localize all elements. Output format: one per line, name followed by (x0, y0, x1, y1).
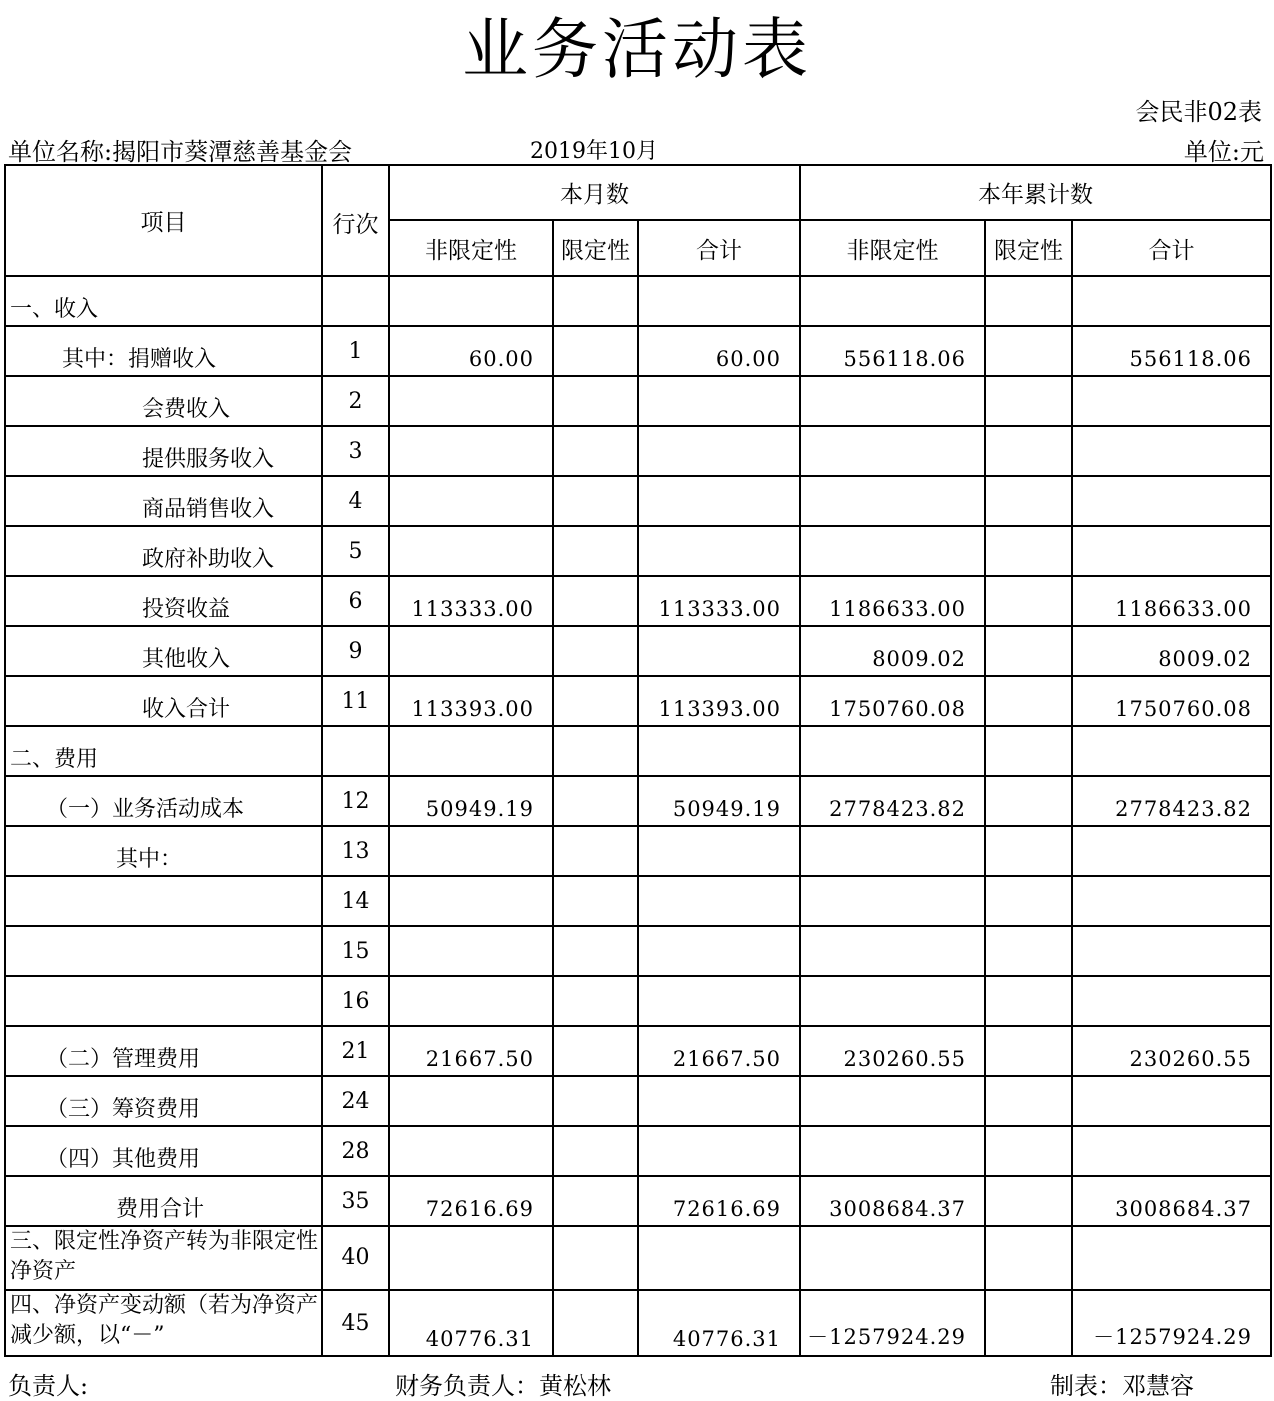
cell-y-u: 1750760.08 (800, 676, 985, 726)
cell-y-u: 8009.02 (800, 626, 985, 676)
cell-y-t (1072, 476, 1271, 526)
cell-m-u: 113333.00 (389, 576, 553, 626)
cell-y-t (1072, 726, 1271, 776)
finance-head: 财务负责人：黄松林 (395, 1372, 611, 1400)
cell-y-r (985, 926, 1072, 976)
cell-m-u (389, 926, 553, 976)
cell-m-t (638, 626, 800, 676)
row-line-number: 12 (322, 776, 389, 826)
row-item-label: 其他收入 (5, 626, 322, 676)
cell-y-r (985, 576, 1072, 626)
cell-y-t: 556118.06 (1072, 326, 1271, 376)
cell-y-u (800, 976, 985, 1026)
cell-m-t: 50949.19 (638, 776, 800, 826)
cell-m-t (638, 1126, 800, 1176)
cell-y-t (1072, 1076, 1271, 1126)
cell-m-r (553, 326, 638, 376)
cell-y-t (1072, 426, 1271, 476)
row-line-number: 14 (322, 876, 389, 926)
cell-y-t: 3008684.37 (1072, 1176, 1271, 1226)
cell-m-r (553, 1026, 638, 1076)
cell-m-t (638, 1076, 800, 1126)
cell-y-t (1072, 826, 1271, 876)
cell-m-r (553, 1076, 638, 1126)
cell-y-t: 1186633.00 (1072, 576, 1271, 626)
cell-y-t (1072, 276, 1271, 326)
table-row (5, 576, 1271, 626)
cell-m-r (553, 276, 638, 326)
table-row (5, 876, 1271, 926)
cell-y-t (1072, 1126, 1271, 1176)
cell-m-u (389, 276, 553, 326)
cell-m-u (389, 876, 553, 926)
cell-m-t: 40776.31 (638, 1290, 800, 1356)
cell-y-u (800, 526, 985, 576)
cell-y-u: 3008684.37 (800, 1176, 985, 1226)
cell-y-r (985, 376, 1072, 426)
table-row (5, 726, 1271, 776)
cell-m-t (638, 476, 800, 526)
cell-m-t: 72616.69 (638, 1176, 800, 1226)
cell-y-u (800, 476, 985, 526)
row-line-number: 5 (322, 526, 389, 576)
row-line-number: 3 (322, 426, 389, 476)
cell-m-u (389, 376, 553, 426)
table-row (5, 1176, 1271, 1226)
cell-m-r (553, 376, 638, 426)
row-line-number: 1 (322, 326, 389, 376)
cell-y-u (800, 926, 985, 976)
table-row (5, 926, 1271, 976)
cell-y-u (800, 1076, 985, 1126)
cell-y-r (985, 476, 1072, 526)
cell-m-r (553, 626, 638, 676)
cell-m-r (553, 876, 638, 926)
cell-m-u (389, 626, 553, 676)
cell-m-u: 50949.19 (389, 776, 553, 826)
row-item-label: 三、限定性净资产转为非限定性净资产 (5, 1226, 322, 1290)
table-row (5, 776, 1271, 826)
cell-y-r (985, 276, 1072, 326)
row-item-label: 一、收入 (5, 276, 322, 326)
cell-m-r (553, 1290, 638, 1356)
cell-m-r (553, 726, 638, 776)
table-body (5, 165, 1271, 1356)
row-item-label: 会费收入 (5, 376, 322, 426)
row-line-number: 24 (322, 1076, 389, 1126)
form-code: 会民非02表 (1135, 98, 1262, 126)
cell-y-r (985, 1076, 1072, 1126)
cell-m-u (389, 1226, 553, 1290)
cell-y-r (985, 726, 1072, 776)
cell-m-r (553, 676, 638, 726)
report-period: 2019年10月 (530, 139, 658, 164)
row-item-label: 费用合计 (5, 1176, 322, 1226)
cell-m-r (553, 576, 638, 626)
cell-m-r (553, 1226, 638, 1290)
cell-m-t (638, 426, 800, 476)
table-row (5, 1290, 1271, 1356)
header-month-unrestricted: 非限定性 (389, 220, 553, 276)
row-line-number: 28 (322, 1126, 389, 1176)
header-year-unrestricted: 非限定性 (800, 220, 985, 276)
row-line-number: 16 (322, 976, 389, 1026)
cell-y-t: 1750760.08 (1072, 676, 1271, 726)
row-item-label: （三）筹资费用 (5, 1076, 322, 1126)
row-item-label: （一）业务活动成本 (5, 776, 322, 826)
cell-y-t: 8009.02 (1072, 626, 1271, 676)
cell-m-u: 113393.00 (389, 676, 553, 726)
cell-m-u: 21667.50 (389, 1026, 553, 1076)
cell-y-u (800, 276, 985, 326)
cell-m-r (553, 526, 638, 576)
report-title: 业务活动表 (462, 11, 812, 88)
row-item-label: 提供服务收入 (5, 426, 322, 476)
table-row (5, 426, 1271, 476)
cell-y-t (1072, 526, 1271, 576)
cell-y-u (800, 426, 985, 476)
row-item-label: 四、净资产变动额（若为净资产减少额，以“－” (5, 1290, 322, 1356)
cell-m-u (389, 976, 553, 1026)
cell-m-u (389, 826, 553, 876)
header-item: 项目 (5, 165, 322, 276)
row-item-label (5, 926, 322, 976)
row-item-label: 二、费用 (5, 726, 322, 776)
header-month-restricted: 限定性 (553, 220, 638, 276)
cell-m-t (638, 376, 800, 426)
cell-m-t: 113333.00 (638, 576, 800, 626)
cell-m-r (553, 426, 638, 476)
cell-y-t (1072, 976, 1271, 1026)
row-line-number: 35 (322, 1176, 389, 1226)
row-line-number: 9 (322, 626, 389, 676)
cell-m-u (389, 426, 553, 476)
row-line-number: 6 (322, 576, 389, 626)
header-year: 本年累计数 (800, 165, 1271, 220)
row-line-number: 13 (322, 826, 389, 876)
cell-m-u (389, 726, 553, 776)
cell-y-u: 556118.06 (800, 326, 985, 376)
table-row (5, 676, 1271, 726)
header-year-total: 合计 (1072, 220, 1271, 276)
cell-y-r (985, 776, 1072, 826)
header-line: 行次 (322, 165, 389, 276)
cell-y-r (985, 626, 1072, 676)
cell-y-u (800, 826, 985, 876)
cell-m-u (389, 526, 553, 576)
row-line-number: 40 (322, 1226, 389, 1290)
cell-y-u (800, 1126, 985, 1176)
cell-m-t (638, 876, 800, 926)
cell-m-t (638, 926, 800, 976)
row-line-number: 11 (322, 676, 389, 726)
header-month: 本月数 (389, 165, 800, 220)
cell-y-t (1072, 376, 1271, 426)
row-item-label: 投资收益 (5, 576, 322, 626)
cell-m-t: 113393.00 (638, 676, 800, 726)
table-row (5, 1226, 1271, 1290)
cell-y-r (985, 1126, 1072, 1176)
activity-table (4, 164, 1272, 1357)
cell-y-t (1072, 926, 1271, 976)
cell-m-u (389, 1076, 553, 1126)
table-row (5, 1126, 1271, 1176)
cell-y-t: 2778423.82 (1072, 776, 1271, 826)
cell-y-r (985, 326, 1072, 376)
table-row (5, 1076, 1271, 1126)
cell-m-r (553, 976, 638, 1026)
cell-y-u (800, 376, 985, 426)
cell-y-u: 1186633.00 (800, 576, 985, 626)
row-item-label: 政府补助收入 (5, 526, 322, 576)
row-line-number: 4 (322, 476, 389, 526)
row-item-label: 其中： (5, 826, 322, 876)
row-item-label (5, 976, 322, 1026)
cell-y-u (800, 1226, 985, 1290)
cell-m-r (553, 476, 638, 526)
cell-m-t: 21667.50 (638, 1026, 800, 1076)
cell-y-r (985, 526, 1072, 576)
cell-m-u (389, 476, 553, 526)
cell-m-u: 40776.31 (389, 1290, 553, 1356)
row-item-label: 商品销售收入 (5, 476, 322, 526)
cell-y-r (985, 676, 1072, 726)
cell-y-u: －1257924.29 (800, 1290, 985, 1356)
cell-y-r (985, 1290, 1072, 1356)
header-month-total: 合计 (638, 220, 800, 276)
cell-y-r (985, 826, 1072, 876)
currency-unit: 单位:元 (1183, 138, 1264, 166)
cell-y-u: 2778423.82 (800, 776, 985, 826)
table-row (5, 826, 1271, 876)
row-item-label: （二）管理费用 (5, 1026, 322, 1076)
cell-y-r (985, 1176, 1072, 1226)
cell-y-u: 230260.55 (800, 1026, 985, 1076)
cell-m-t (638, 726, 800, 776)
principal-signature: 负责人: (8, 1372, 89, 1400)
cell-y-r (985, 1226, 1072, 1290)
row-line-number: 21 (322, 1026, 389, 1076)
cell-y-t (1072, 876, 1271, 926)
cell-m-t (638, 1226, 800, 1290)
row-item-label: 其中：捐赠收入 (5, 326, 322, 376)
cell-m-u (389, 1126, 553, 1176)
cell-m-t (638, 976, 800, 1026)
cell-m-r (553, 826, 638, 876)
row-line-number: 15 (322, 926, 389, 976)
unit-name: 单位名称:揭阳市葵潭慈善基金会 (8, 138, 353, 166)
row-item-label: 收入合计 (5, 676, 322, 726)
cell-m-t (638, 526, 800, 576)
cell-m-u: 60.00 (389, 326, 553, 376)
table-row (5, 526, 1271, 576)
table-row (5, 276, 1271, 326)
cell-y-t: 230260.55 (1072, 1026, 1271, 1076)
cell-y-u (800, 726, 985, 776)
row-line-number: 2 (322, 376, 389, 426)
cell-y-r (985, 876, 1072, 926)
row-line-number (322, 726, 389, 776)
table-row (5, 326, 1271, 376)
cell-y-r (985, 976, 1072, 1026)
cell-y-r (985, 1026, 1072, 1076)
cell-y-r (985, 426, 1072, 476)
cell-m-t: 60.00 (638, 326, 800, 376)
row-item-label: （四）其他费用 (5, 1126, 322, 1176)
table-row (5, 376, 1271, 426)
preparer: 制表：邓慧容 (1050, 1372, 1194, 1400)
table-row (5, 976, 1271, 1026)
cell-m-r (553, 1176, 638, 1226)
cell-m-r (553, 926, 638, 976)
row-line-number (322, 276, 389, 326)
cell-y-t: －1257924.29 (1072, 1290, 1271, 1356)
header-row-top (5, 165, 1271, 220)
cell-y-u (800, 876, 985, 926)
row-line-number: 45 (322, 1290, 389, 1356)
cell-m-t (638, 826, 800, 876)
table-row (5, 1026, 1271, 1076)
cell-m-r (553, 776, 638, 826)
row-item-label (5, 876, 322, 926)
header-year-restricted: 限定性 (985, 220, 1072, 276)
table-row (5, 476, 1271, 526)
cell-m-r (553, 1126, 638, 1176)
table-row (5, 626, 1271, 676)
cell-m-u: 72616.69 (389, 1176, 553, 1226)
cell-y-t (1072, 1226, 1271, 1290)
cell-m-t (638, 276, 800, 326)
